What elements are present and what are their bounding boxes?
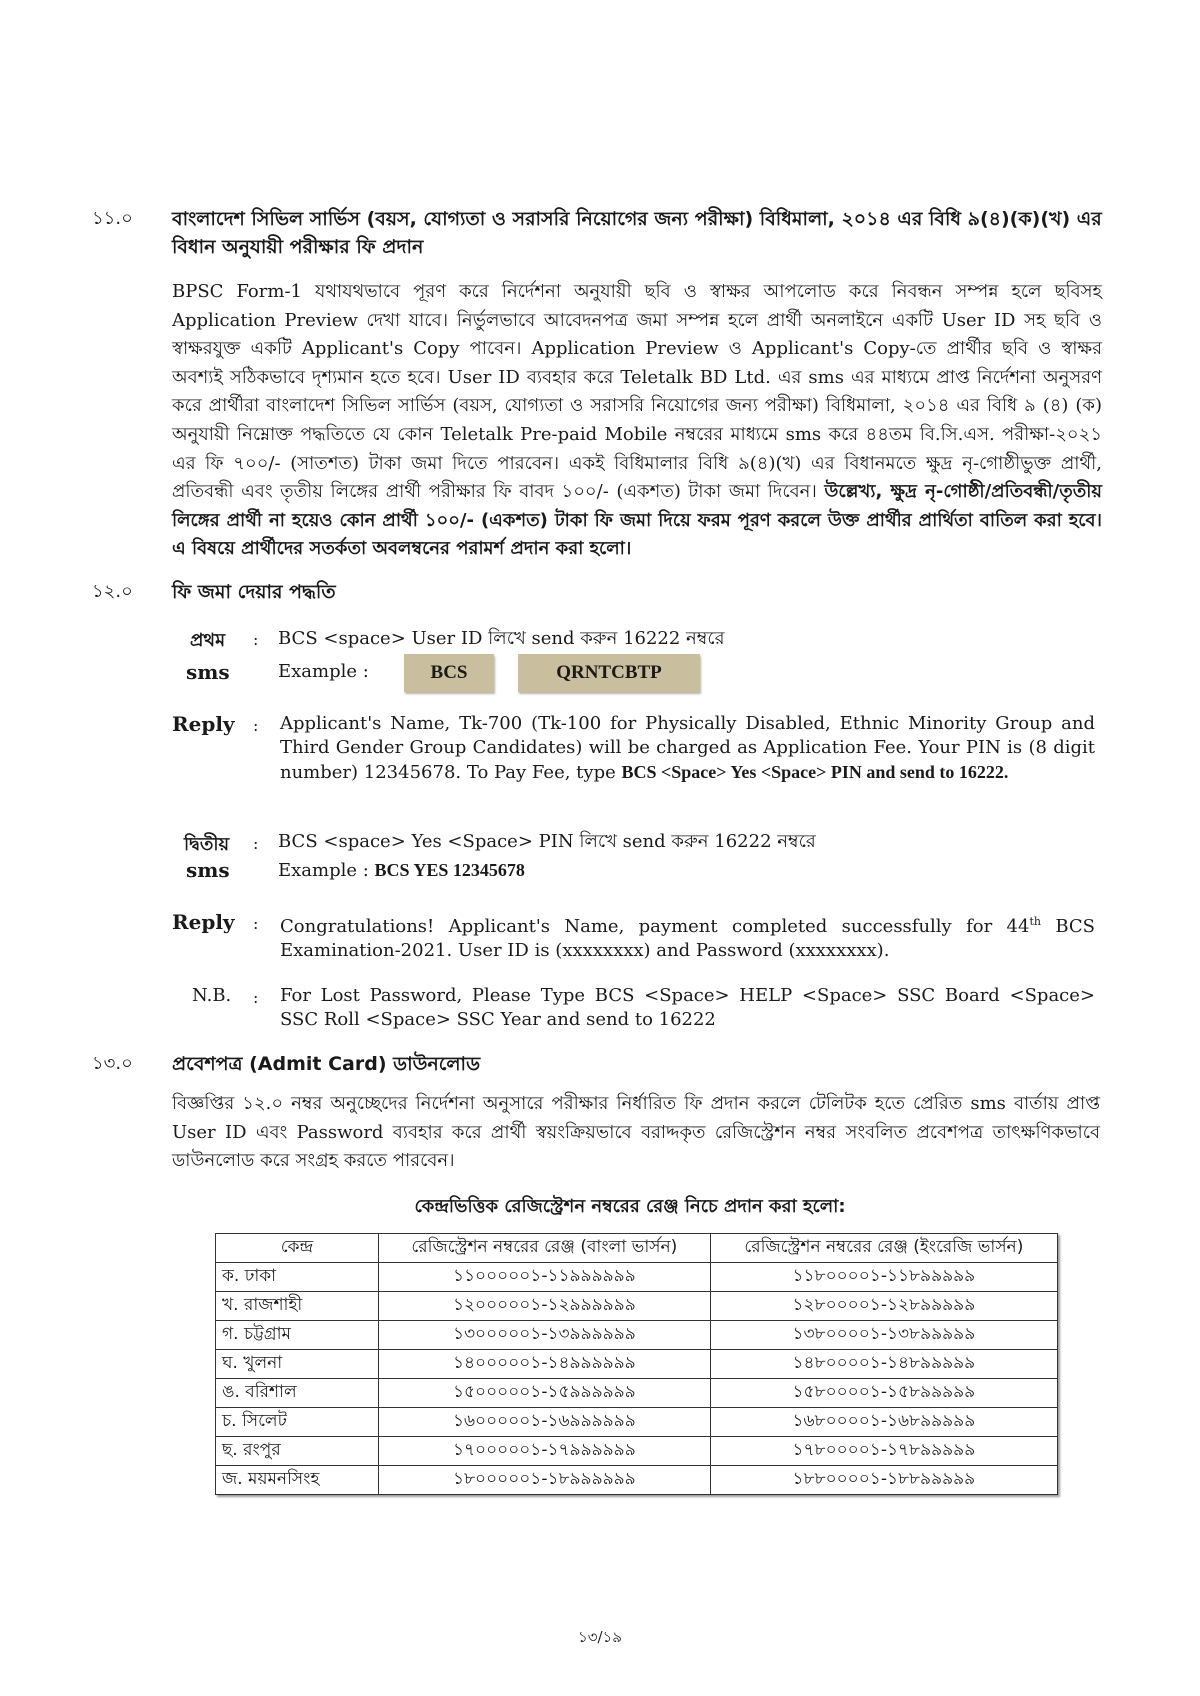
english-range: ১৪৮০০০০১-১৪৮৯৯৯৯৯: [710, 1350, 1057, 1379]
center-name: ছ. রংপুর: [216, 1437, 379, 1466]
reply-body-cont: BCS Examination-2021. User ID is (xxxxxxxx) and Password (xxxxxxxx).: [280, 916, 1096, 961]
section-12-heading: [92, 578, 1102, 606]
reply-command: BCS <Space> Yes <Space> PIN and send to 16222.: [621, 762, 1009, 782]
section-13-heading: [92, 1050, 1102, 1078]
bangla-range: ১৬০০০০০১-১৬৯৯৯৯৯৯: [379, 1408, 711, 1437]
center-name: ঙ. বরিশাল: [216, 1379, 379, 1408]
page-number: ১৩/১৯: [577, 1628, 622, 1646]
reply-text: [280, 712, 1095, 785]
bangla-range: ১২০০০০০১-১২৯৯৯৯৯৯: [379, 1292, 711, 1321]
table-row: [216, 1379, 1058, 1408]
section-number: ১৩.০: [92, 1053, 133, 1074]
table-row: [216, 1350, 1058, 1379]
colon: :: [253, 716, 259, 735]
example-label: Example :: [278, 860, 375, 881]
ordinal-suffix: th: [1029, 915, 1041, 928]
reply-body: Applicant's Name, Tk-700 (Tk-100 for Physically Disabled, Ethnic Minority Group and Third Gender Group Candidates) will be charged as Application Fee. Your PIN is (8 digit number) 12345678. To Pay Fee, type: [280, 713, 1095, 783]
example-value: BCS YES 12345678: [374, 860, 525, 880]
section-11-body: [172, 278, 1102, 564]
english-range: ১১৮০০০০১-১১৮৯৯৯৯৯: [710, 1263, 1057, 1292]
table-header-row: [216, 1234, 1058, 1263]
english-range: ১৭৮০০০০১-১৭৮৯৯৯৯৯: [710, 1437, 1057, 1466]
section-number: ১২.০: [92, 581, 133, 602]
example-chip-userid: QRNTCBTP: [518, 654, 700, 692]
nb-text: For Lost Password, Please Type BCS <Space> HELP <Space> SSC Board <Space> SSC Roll <Space> SSC Year and send to 16222: [280, 985, 1095, 1030]
table-caption: কেন্দ্রভিত্তিক রেজিস্ট্রেশন নম্বরের রেঞ্জ নিচে প্রদান করা হলো:: [414, 1196, 846, 1217]
table-row: [216, 1263, 1058, 1292]
bangla-range: ১৪০০০০০১-১৪৯৯৯৯৯৯: [379, 1350, 711, 1379]
example-line: [278, 858, 525, 883]
section-title: ফি জমা দেয়ার পদ্ধতি: [172, 581, 336, 603]
bangla-range: ১৭০০০০০১-১৭৯৯৯৯৯৯: [379, 1437, 711, 1466]
example-chip-bcs: BCS: [404, 654, 494, 692]
reply-body: Congratulations! Applicant's Name, payment completed successfully for 44: [280, 916, 1030, 937]
center-name: গ. চট্টগ্রাম: [216, 1321, 379, 1350]
bangla-range: ১৮০০০০০১-১৮৯৯৯৯৯৯: [379, 1466, 711, 1495]
col-header-bangla-range: রেজিস্ট্রেশন নম্বরের রেঞ্জ (বাংলা ভার্সন): [379, 1234, 711, 1263]
col-header-english-range: রেজিস্ট্রেশন নম্বরের রেঞ্জ (ইংরেজি ভার্সন): [710, 1234, 1057, 1263]
section-11-heading: [92, 205, 1102, 261]
bangla-range: ১৩০০০০০১-১৩৯৯৯৯৯৯: [379, 1321, 711, 1350]
colon: :: [253, 988, 259, 1007]
second-instruction: BCS <space> Yes <Space> PIN লিখে send করুন 16222 নম্বরে: [278, 831, 816, 852]
colon: :: [253, 834, 259, 853]
reply-label: Reply: [172, 910, 235, 934]
table-row: [216, 1408, 1058, 1437]
center-name: জ. ময়মনসিংহ: [216, 1466, 379, 1495]
reply-text: [280, 910, 1095, 963]
table-row: [216, 1466, 1058, 1495]
sms-label: sms: [186, 660, 230, 684]
center-name: খ. রাজশাহী: [216, 1292, 379, 1321]
table-row: [216, 1292, 1058, 1321]
first-instruction: BCS <space> User ID লিখে send করুন 16222 নম্বরে: [278, 628, 725, 649]
center-name: ক. ঢাকা: [216, 1263, 379, 1292]
sms-label: sms: [186, 858, 230, 882]
section-13-body: বিজ্ঞপ্তির ১২.০ নম্বর অনুচ্ছেদের নির্দেশনা অনুসারে পরীক্ষার নির্ধারিত ফি প্রদান করলে টেলিটক হতে প্রেরিত sms বার্তায় প্রাপ্ত User ID এবং Password ব্যবহার করে প্রার্থী স্বয়ংক্রিয়ভাবে বরাদ্দকৃত রেজিস্ট্রেশন নম্বর সংবলিত প্রবেশপত্র তাৎক্ষণিকভাবে ডাউনলোড করে সংগ্রহ করতে পারবেন।: [172, 1093, 1100, 1172]
table-row: [216, 1437, 1058, 1466]
colon: :: [253, 630, 259, 649]
body-text: BPSC Form-1 যথাযথভাবে পূরণ করে নির্দেশনা অনুযায়ী ছবি ও স্বাক্ষর আপলোড করে নিবন্ধন সম্পন্ন হলে ছবিসহ Application Preview দেখা যাবে। নির্ভুলভাবে আবেদনপত্র জমা সম্পন্ন হলে প্রার্থী অনলাইনে একটি User ID সহ ছবি ও স্বাক্ষরযুক্ত একটি Applicant's Copy পাবেন। Application Preview ও Applicant's Copy-তে প্রার্থীর ছবি ও স্বাক্ষর অবশ্যই সঠিকভাবে দৃশ্যমান হতে হবে। User ID ব্যবহার করে Teletalk BD Ltd. এর sms এর মাধ্যমে প্রাপ্ত নির্দেশনা অনুসরণ করে প্রার্থীরা বাংলাদেশ সিভিল সার্ভিস (বয়স, যোগ্যতা ও সরাসরি নিয়োগের জন্য পরীক্ষা) বিধিমালা, ২০১৪ এর বিধি ৯ (৪) (ক) অনুযায়ী নিম্নোক্ত পদ্ধতিতে যে কোন Teletalk Pre-paid Mobile নম্বরের মাধ্যমে sms করে ৪৪তম বি.সি.এস. পরীক্ষা-২০২১ এর ফি ৭০০/- (সাতশত) টাকা জমা দিতে পারবেন। একই বিধিমালার বিধি ৯(৪)(খ) এর বিধানমতে ক্ষুদ্র নৃ-গোষ্ঠীভুক্ত প্রার্থী, প্রতিবন্ধী এবং তৃতীয় লিঙ্গের প্রার্থী পরীক্ষার ফি বাবদ ১০০/- (একশত) টাকা জমা দিবেন।: [172, 281, 1102, 503]
second-label: দ্বিতীয়: [184, 834, 230, 855]
col-header-center: কেন্দ্র: [216, 1234, 379, 1263]
first-label: প্রথম: [190, 630, 226, 651]
english-range: ১৫৮০০০০১-১৫৮৯৯৯৯৯: [710, 1379, 1057, 1408]
section-title: প্রবেশপত্র (Admit Card) ডাউনলোড: [172, 1053, 481, 1075]
registration-range-table: [215, 1233, 1058, 1495]
english-range: ১২৮০০০০১-১২৮৯৯৯৯৯: [710, 1292, 1057, 1321]
colon: :: [253, 914, 259, 933]
bangla-range: ১৫০০০০০১-১৫৯৯৯৯৯৯: [379, 1379, 711, 1408]
center-name: চ. সিলেট: [216, 1408, 379, 1437]
center-name: ঘ. খুলনা: [216, 1350, 379, 1379]
english-range: ১৬৮০০০০১-১৬৮৯৯৯৯৯: [710, 1408, 1057, 1437]
english-range: ১৮৮০০০০১-১৮৮৯৯৯৯৯: [710, 1466, 1057, 1495]
english-range: ১৩৮০০০০১-১৩৮৯৯৯৯৯: [710, 1321, 1057, 1350]
section-number: ১১.০: [92, 208, 133, 229]
example-label: Example :: [278, 661, 369, 682]
section-title: বাংলাদেশ সিভিল সার্ভিস (বয়স, যোগ্যতা ও সরাসরি নিয়োগের জন্য পরীক্ষা) বিধিমালা, ২০১৪ এর বিধি ৯(৪)(ক)(খ) এর বিধান অনুযায়ী পরীক্ষার ফি প্রদান: [172, 208, 1102, 258]
reply-label: Reply: [172, 712, 235, 736]
table-row: [216, 1321, 1058, 1350]
warning-text: উল্লেখ্য, ক্ষুদ্র নৃ-গোষ্ঠী/প্রতিবন্ধী/তৃতীয় লিঙ্গের প্রার্থী না হয়েও কোন প্রার্থী ১০০/- (একশত) টাকা ফি জমা দিয়ে ফরম পূরণ করলে উক্ত প্রার্থীর প্রার্থিতা বাতিল করা হবে। এ বিষয়ে প্রার্থীদের সতর্কতা অবলম্বনের পরামর্শ প্রদান করা হলো।: [172, 481, 1102, 560]
bangla-range: ১১০০০০০১-১১৯৯৯৯৯৯: [379, 1263, 711, 1292]
nb-label: N.B.: [192, 985, 232, 1006]
